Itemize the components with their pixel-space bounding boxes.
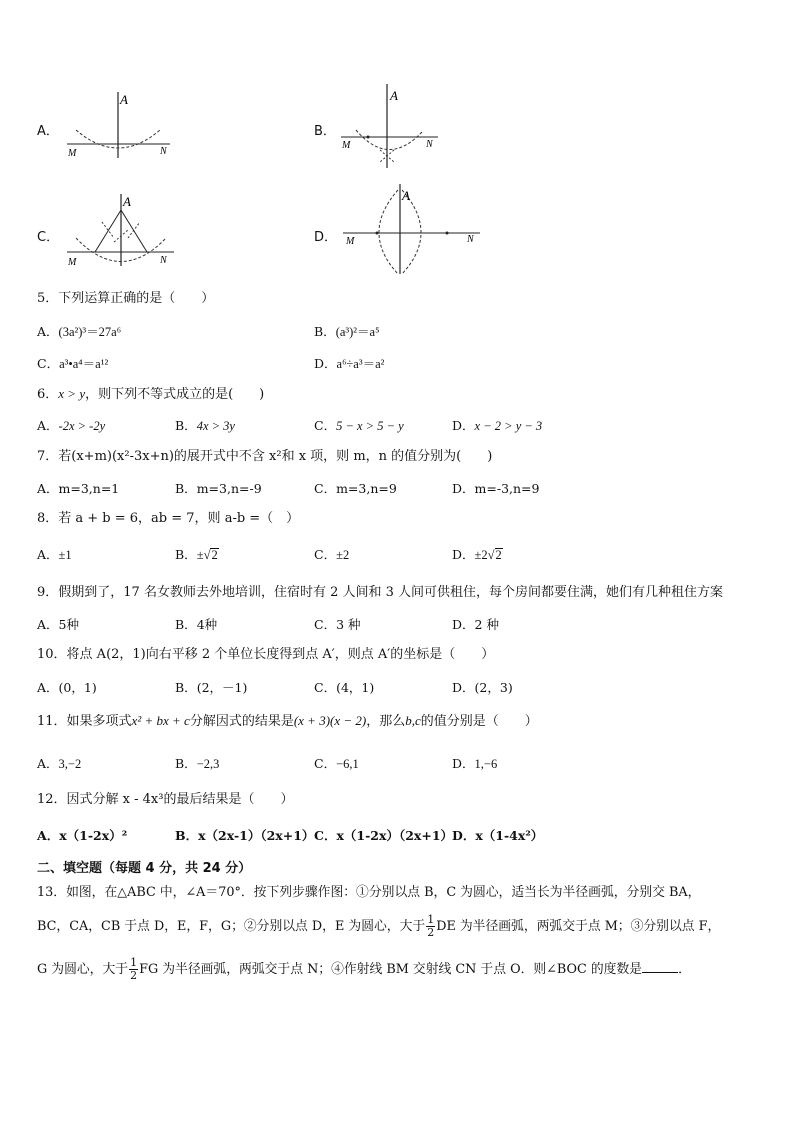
point-a: A — [120, 92, 128, 107]
q9-option-b — [175, 615, 217, 633]
q4-figure-c — [62, 190, 180, 270]
q4-figure-a — [62, 88, 172, 160]
option-label: B． — [175, 617, 197, 632]
option-label: D． — [452, 828, 476, 843]
q8-option-c — [314, 545, 349, 563]
option-expr: −6,1 — [336, 757, 359, 771]
q11-stem — [37, 712, 538, 731]
text: G 为圆心，大于 — [37, 962, 129, 977]
q12-option-a — [37, 826, 127, 844]
stem-tail: ，那么 — [366, 714, 406, 729]
q7-option-b — [175, 479, 262, 497]
section-title: 二、填空题（每题 4 分，共 24 分） — [37, 861, 252, 876]
point-m: M — [346, 236, 355, 247]
fraction-numerator: 1 — [427, 913, 435, 926]
option-label: B． — [175, 756, 197, 771]
fraction-half — [129, 957, 138, 982]
option-expr: −2,3 — [196, 757, 220, 771]
option-label: C． — [314, 756, 337, 771]
option-label: D． — [452, 680, 475, 695]
stem-mid: 分解因式的结果是 — [189, 714, 294, 729]
q4-option-d-label: D． — [314, 230, 338, 245]
option-label: B． — [175, 418, 197, 433]
q11-option-b — [175, 754, 219, 772]
option-expr: 3 种 — [336, 617, 361, 632]
q5-option-b — [314, 322, 379, 340]
stem-tail-2: 的值分别是（ ） — [420, 714, 538, 729]
option-expr: (3a²)³＝27a⁶ — [58, 325, 122, 339]
answer-blank[interactable] — [642, 960, 678, 973]
option-label: A． — [37, 828, 60, 843]
option-label: B． — [175, 680, 197, 695]
segment-left — [95, 210, 121, 252]
arc-left — [379, 190, 398, 274]
polynomial: x² + bx + c — [131, 713, 190, 728]
q13-line-2 — [37, 912, 720, 942]
arc — [356, 130, 422, 150]
option-expr: ±1 — [58, 548, 72, 562]
q8-option-d — [452, 545, 503, 563]
prefix: ± — [196, 548, 204, 562]
fraction-numerator: 1 — [130, 956, 138, 969]
q12-option-c — [314, 826, 453, 844]
q10-option-d — [452, 678, 513, 696]
q11-option-a — [37, 754, 81, 772]
option-label: C． — [314, 418, 337, 433]
variables: b,c — [405, 713, 421, 728]
text: ． — [678, 962, 691, 977]
text: BC，CA，CB 于点 D，E，F，G；②分别以点 D，E 为圆心，大于 — [37, 919, 426, 934]
option-expr: 5种 — [58, 617, 79, 632]
option-label: A． — [37, 547, 59, 562]
option-label: B． — [175, 828, 199, 843]
q13-line-3 — [37, 955, 691, 985]
q9-option-c — [314, 615, 361, 633]
option-expr: m=-3,n=9 — [474, 481, 540, 496]
q10-option-b — [175, 678, 247, 696]
option-expr: 4种 — [196, 617, 218, 632]
condition: x > y — [58, 386, 86, 401]
question-number: 11．如果多项式 — [37, 714, 132, 729]
option-expr: (2，3) — [474, 680, 513, 695]
option-label: B． — [314, 324, 336, 339]
point-a: A — [123, 194, 131, 209]
option-label: D． — [452, 418, 475, 433]
option-label: C． — [314, 828, 337, 843]
option-expr: m=3,n=1 — [58, 481, 120, 496]
option-expr: x（1-2x）² — [59, 828, 128, 843]
option-expr: a⁶÷a³＝a² — [336, 357, 385, 371]
option-label: A． — [37, 617, 59, 632]
option-expr: x（1-2x）（2x+1） — [336, 828, 454, 843]
q10-stem: 10．将点 A(2，1)向右平移 2 个单位长度得到点 A′，则点 A′的坐标是（ ） — [37, 647, 495, 662]
point-m: M — [68, 148, 77, 159]
q10-option-c — [314, 678, 374, 696]
point-m: M — [68, 257, 77, 268]
segment-right — [121, 210, 147, 252]
option-label: C． — [314, 680, 337, 695]
q9-option-d — [452, 615, 499, 633]
option-expr: (0，1) — [58, 680, 97, 695]
option-expr: 3,−2 — [58, 757, 82, 771]
option-expr: ±2 — [336, 548, 350, 562]
text: FG 为半径画弧，两弧交于点 N；④作射线 BM 交射线 CN 于点 O．则∠BOC 的度数是 — [139, 962, 643, 977]
factored-result: (x + 3)(x − 2) — [293, 713, 367, 728]
q11-option-c — [314, 754, 359, 772]
q9-stem: 9．假期到了，17 名女教师去外地培训，住宿时有 2 人间和 3 人间可供租住，每个房间都要住满，她们有几种租住方案 — [37, 585, 724, 600]
radicand: 2 — [495, 548, 502, 562]
option-label: A． — [37, 324, 59, 339]
option-expr: m=3,n=9 — [336, 481, 397, 496]
q4-figure-d — [340, 182, 482, 278]
option-expr: (4，1) — [336, 680, 375, 695]
q11-option-d — [452, 754, 497, 772]
fraction-half — [426, 914, 435, 939]
point-a: A — [402, 188, 410, 203]
point-m: M — [342, 140, 351, 151]
option-label: D． — [452, 756, 475, 771]
point-n: N — [160, 146, 167, 157]
q13-line-1: 13．如图，在△ABC 中，∠A＝70°．按下列步骤作图：①分别以点 B，C 为圆心，适当长为半径画弧，分别交 BA， — [37, 885, 701, 900]
option-label: D． — [314, 356, 337, 371]
option-expr: (a³)²＝a⁵ — [335, 325, 380, 339]
q12-stem: 12．因式分解 x - 4x³的最后结果是（ ） — [37, 792, 294, 807]
option-expr: m=3,n=-9 — [196, 481, 262, 496]
option-label: D． — [452, 481, 475, 496]
q7-option-a — [37, 479, 119, 497]
radicand: 2 — [211, 548, 218, 562]
option-expr: 1,−6 — [474, 757, 498, 771]
option-expr: -2x > -2y — [58, 419, 106, 433]
fraction-denominator: 2 — [427, 926, 435, 939]
point-dot — [446, 232, 449, 235]
option-label: A． — [37, 756, 59, 771]
option-label: A． — [37, 680, 59, 695]
option-expr: x（1-4x²） — [475, 828, 544, 843]
point-n: N — [467, 234, 474, 245]
option-label: C． — [314, 481, 337, 496]
option-expr: x（2x-1）（2x+1） — [198, 828, 315, 843]
q4-option-b-label: B． — [314, 124, 336, 139]
option-expr: 4x > 3y — [196, 419, 235, 433]
point-dot — [367, 136, 370, 139]
point-n: N — [426, 139, 433, 150]
point-dot — [376, 232, 379, 235]
option-label: A． — [37, 481, 59, 496]
option-expr: x − 2 > y − 3 — [474, 419, 543, 433]
sqrt-sign: √ — [487, 548, 495, 562]
option-expr: 5 − x > 5 − y — [336, 419, 404, 433]
option-expr: 2 种 — [474, 617, 499, 632]
q4-option-c-label: C． — [37, 230, 60, 245]
option-label: C． — [314, 547, 337, 562]
q12-option-b — [175, 826, 314, 844]
option-label: D． — [452, 547, 475, 562]
q5-option-a — [37, 322, 121, 340]
question-number: 6． — [37, 387, 59, 402]
stem-text: ，则下列不等式成立的是( ) — [85, 387, 265, 402]
q6-stem — [37, 385, 264, 404]
option-label: B． — [175, 481, 197, 496]
q7-stem: 7．若(x+m)(x²-3x+n)的展开式中不含 x²和 x 项，则 m，n 的值分别为( ) — [37, 449, 493, 464]
option-label: C． — [37, 356, 60, 371]
q4-option-a-label: A． — [37, 124, 59, 139]
option-label: B． — [175, 547, 197, 562]
q4-figure-b — [338, 82, 448, 170]
q10-option-a — [37, 678, 97, 696]
point-a: A — [390, 88, 398, 103]
option-expr: (2，－1) — [196, 680, 248, 695]
prefix: ±2 — [474, 548, 488, 562]
option-label: D． — [452, 617, 475, 632]
point-n: N — [160, 255, 167, 266]
q6-option-d — [452, 416, 542, 434]
q8-option-b — [175, 545, 219, 563]
q12-option-d — [452, 826, 543, 844]
sqrt-sign: √ — [203, 548, 211, 562]
option-expr: a³•a⁴＝a¹² — [59, 357, 109, 371]
q8-stem: 8．若 a + b = 6，ab = 7，则 a-b =（ ） — [37, 511, 300, 526]
q5-stem: 5．下列运算正确的是（ ） — [37, 291, 215, 306]
fraction-denominator: 2 — [130, 969, 138, 982]
q9-option-a — [37, 615, 79, 633]
text: DE 为半径画弧，两弧交于点 M；③分别以点 F， — [436, 919, 721, 934]
q5-option-d — [314, 354, 384, 372]
q8-option-a — [37, 545, 72, 563]
q6-option-c — [314, 416, 404, 434]
option-label: C． — [314, 617, 337, 632]
q7-option-d — [452, 479, 540, 497]
q7-option-c — [314, 479, 397, 497]
option-label: A． — [37, 418, 59, 433]
q6-option-b — [175, 416, 235, 434]
q5-option-c — [37, 354, 108, 372]
q6-option-a — [37, 416, 105, 434]
